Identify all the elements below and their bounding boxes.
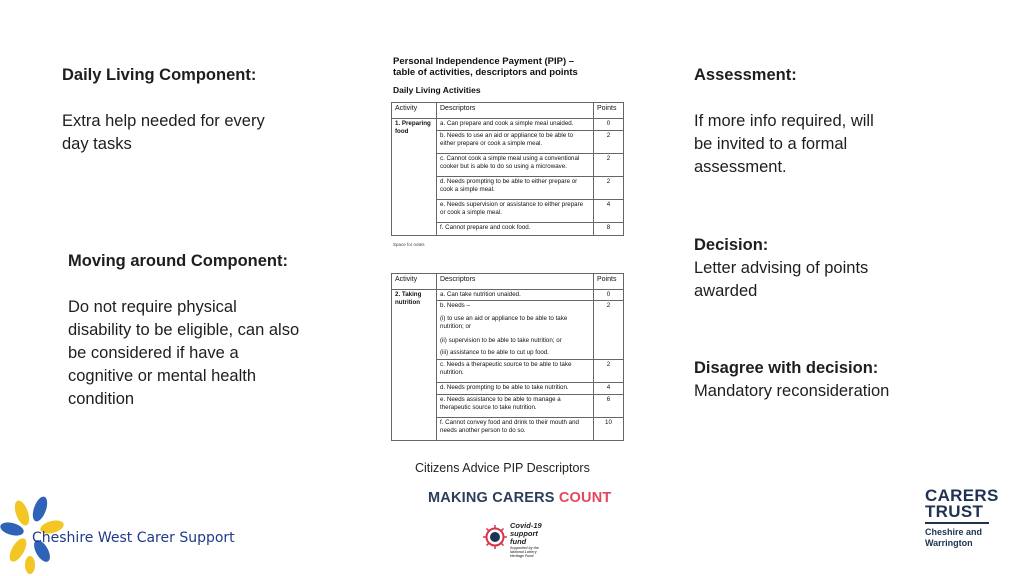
moving-around-line: be considered if have a xyxy=(68,344,239,362)
descriptor-cell: (i) to use an aid or appliance to be able to take nutrition; or xyxy=(437,314,594,336)
points-cell: 6 xyxy=(594,395,624,418)
moving-around-heading: Moving around Component: xyxy=(68,252,288,270)
descriptor-cell: a. Can prepare and cook a simple meal unaided. xyxy=(437,119,594,131)
decision-section xyxy=(694,234,934,303)
carers-trust-text: CARERS xyxy=(925,486,999,505)
moving-around-line: disability to be eligible, can also xyxy=(68,321,300,339)
activity-cell: 2. Taking nutrition xyxy=(392,290,437,441)
descriptor-cell: c. Needs a therapeutic source to be able to take nutrition. xyxy=(437,360,594,383)
covid-fund-text: fund xyxy=(510,537,527,546)
points-cell: 0 xyxy=(594,119,624,131)
disagree-line: Mandatory reconsideration xyxy=(694,382,890,400)
points-cell: 0 xyxy=(594,290,624,301)
assessment-line: assessment. xyxy=(694,158,787,176)
daily-living-section xyxy=(62,64,322,156)
daily-living-line: Extra help needed for every xyxy=(62,112,265,130)
pip-document-title: Personal Independence Payment (PIP) – xyxy=(393,56,575,67)
pip-document-subtitle: Daily Living Activities xyxy=(393,85,481,95)
descriptor-cell: f. Cannot prepare and cook food. xyxy=(437,223,594,236)
descriptor-cell: (ii) supervision to be able to take nutrition; or xyxy=(437,336,594,348)
moving-around-line: condition xyxy=(68,390,135,408)
table-header-descriptors: Descriptors xyxy=(437,103,594,119)
points-cell: 4 xyxy=(594,200,624,223)
descriptor-cell: e. Needs supervision or assistance to either prepare or cook a simple meal. xyxy=(437,200,594,223)
descriptor-cell: d. Needs prompting to be able to either prepare or cook a simple meal. xyxy=(437,177,594,200)
points-cell: 4 xyxy=(594,383,624,395)
carers-trust-divider xyxy=(925,522,989,524)
table-header-activity: Activity xyxy=(392,103,437,119)
space-for-notes-label: Space for notes xyxy=(393,242,425,247)
pip-document-title: table of activities, descriptors and points xyxy=(393,67,578,78)
table-header-descriptors: Descriptors xyxy=(437,274,594,290)
covid-support-fund-logo xyxy=(482,521,552,558)
moving-around-section xyxy=(68,250,338,411)
descriptor-cell: (iii) assistance to be able to cut up food. xyxy=(437,348,594,360)
points-cell: 8 xyxy=(594,223,624,236)
descriptor-cell: d. Needs prompting to be able to take nutrition. xyxy=(437,383,594,395)
points-cell: 10 xyxy=(594,418,624,441)
covid-fund-text: support xyxy=(510,529,538,538)
covid-fund-text: Covid-19 xyxy=(510,521,542,530)
disagree-heading: Disagree with decision: xyxy=(694,359,879,377)
descriptor-cell: c. Cannot cook a simple meal using a conventional cooker but is able to do so using a microwave. xyxy=(437,154,594,177)
taking-nutrition-table xyxy=(391,273,624,441)
cheshire-west-carer-support-logo-text: Cheshire West Carer Support xyxy=(32,530,235,546)
points-cell: 2 xyxy=(594,301,624,360)
descriptor-cell: b. Needs to use an aid or appliance to be able to either prepare or cook a simple meal. xyxy=(437,131,594,154)
table-header-points: Points xyxy=(594,103,624,119)
descriptor-cell: e. Needs assistance to be able to manage a therapeutic source to take nutrition. xyxy=(437,395,594,418)
daily-living-heading: Daily Living Component: xyxy=(62,66,257,84)
preparing-food-table xyxy=(391,102,624,236)
activity-cell: 1. Preparing food xyxy=(392,119,437,236)
decision-heading: Decision: xyxy=(694,236,769,254)
points-cell: 2 xyxy=(594,177,624,200)
making-carers-count-text: MAKING CARERS xyxy=(428,490,559,506)
moving-around-line: Do not require physical xyxy=(68,298,237,316)
covid-fund-small-text: Supported by the National Lottery Heritage Fund xyxy=(510,546,539,558)
daily-living-line: day tasks xyxy=(62,135,132,153)
making-carers-count-logo xyxy=(428,490,611,506)
image-caption: Citizens Advice PIP Descriptors xyxy=(415,461,590,475)
table-header-points: Points xyxy=(594,274,624,290)
disagree-section xyxy=(694,357,954,403)
descriptor-cell: b. Needs – xyxy=(437,301,594,314)
points-cell: 2 xyxy=(594,131,624,154)
carers-trust-text: TRUST xyxy=(925,502,984,521)
descriptor-cell: f. Cannot convey food and drink to their mouth and needs another person to do so. xyxy=(437,418,594,441)
moving-around-line: cognitive or mental health xyxy=(68,367,257,385)
pip-document-header xyxy=(393,56,633,95)
assessment-line: be invited to a formal xyxy=(694,135,848,153)
table-header-activity: Activity xyxy=(392,274,437,290)
descriptor-cell: a. Can take nutrition unaided. xyxy=(437,290,594,301)
carers-trust-subtext: Warrington xyxy=(925,538,973,548)
count-text: COUNT xyxy=(558,490,612,506)
covid-virus-icon xyxy=(482,524,508,550)
carers-trust-logo xyxy=(925,488,1015,549)
assessment-section xyxy=(694,64,934,179)
carers-trust-subtext: Cheshire and xyxy=(925,527,983,537)
assessment-heading: Assessment: xyxy=(694,66,797,84)
points-cell: 2 xyxy=(594,360,624,383)
decision-line: awarded xyxy=(694,282,758,300)
points-cell: 2 xyxy=(594,154,624,177)
decision-line: Letter advising of points xyxy=(694,259,869,277)
assessment-line: If more info required, will xyxy=(694,112,874,130)
